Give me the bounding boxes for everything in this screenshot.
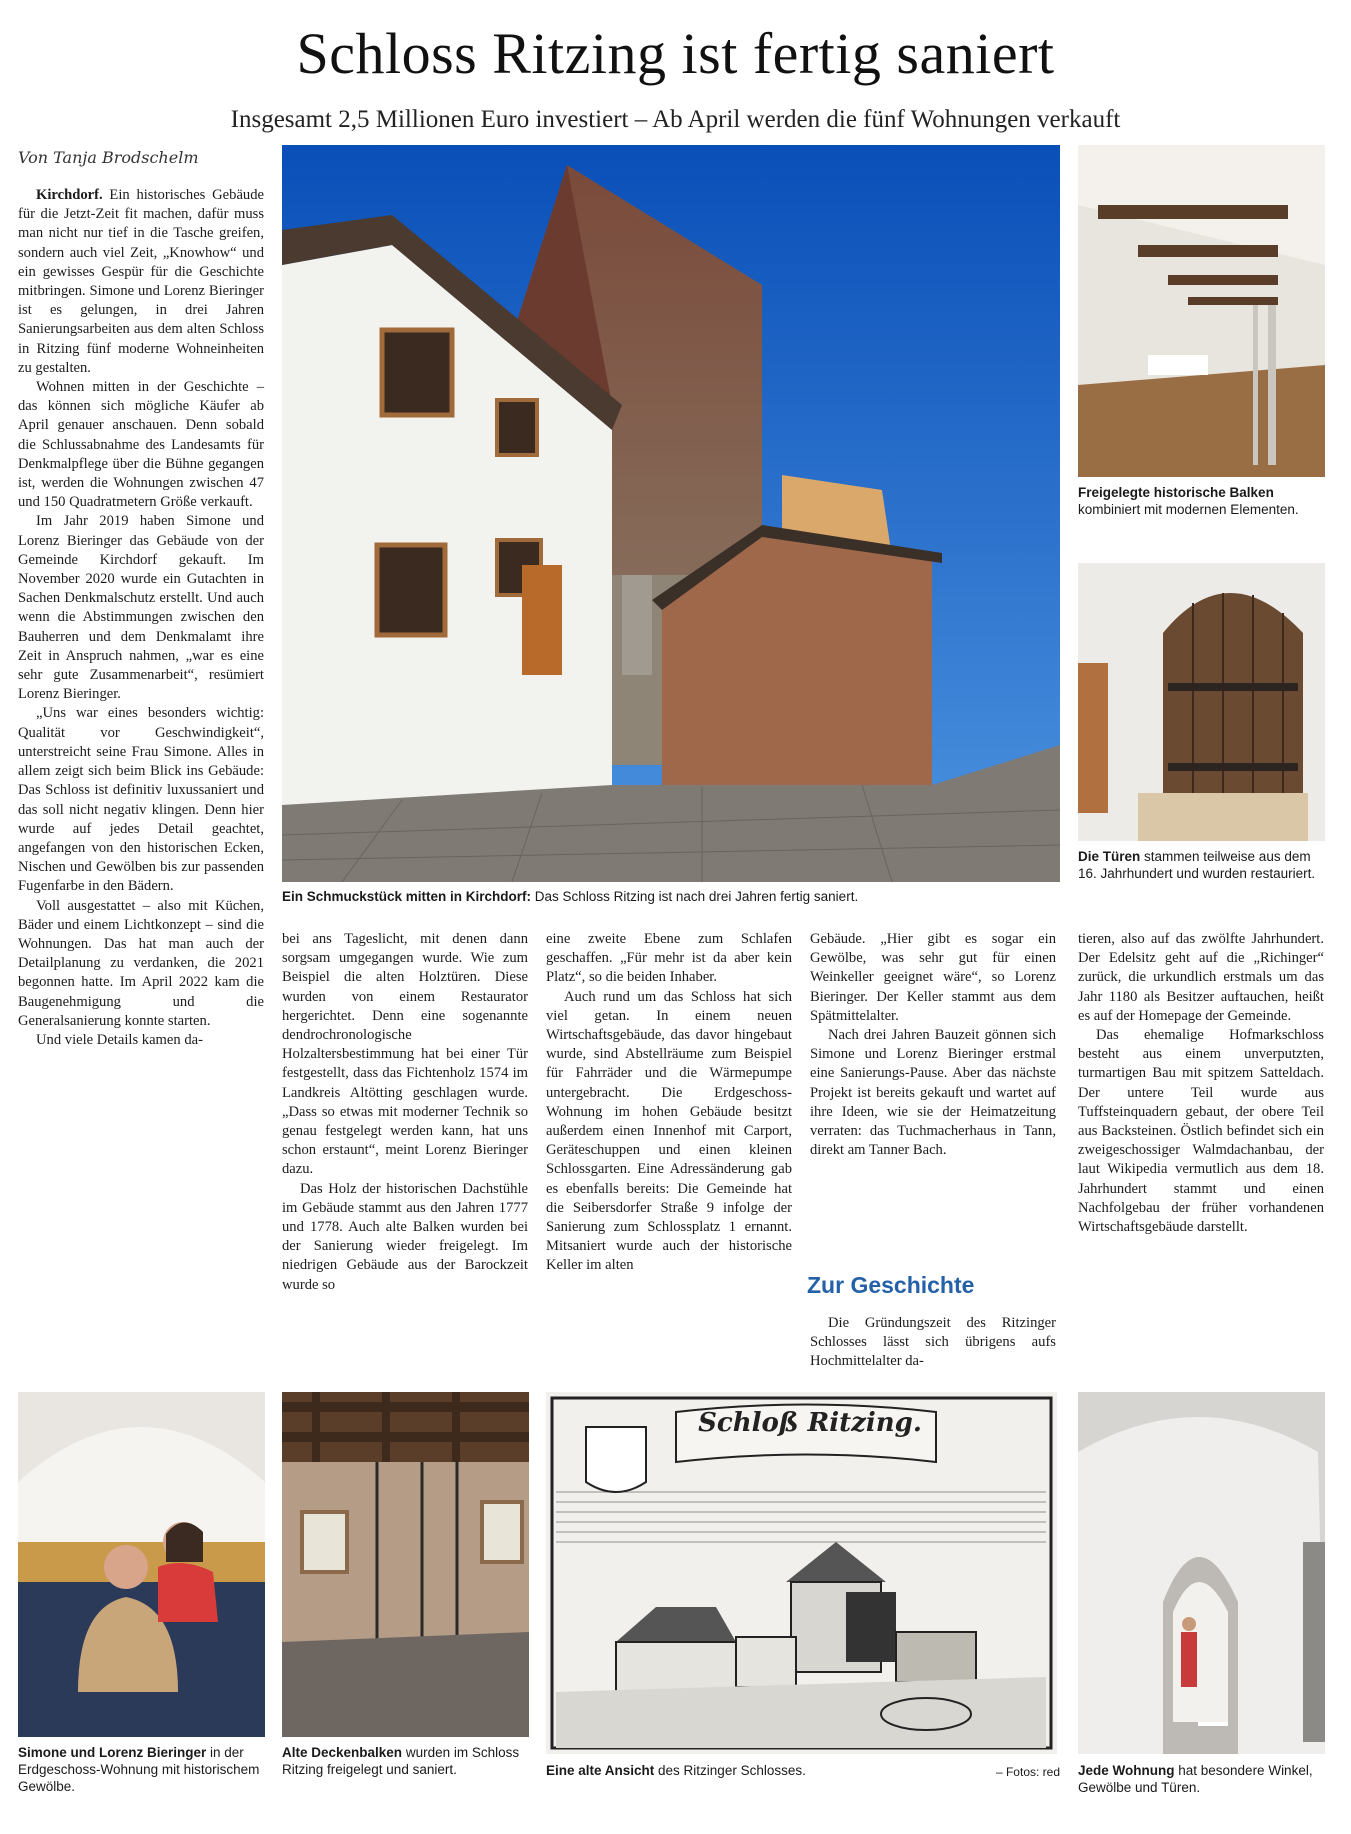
article-column-1 [18, 186, 264, 1050]
paragraph: tieren, also auf das zwölfte Jahrhundert. Der Edelsitz geht auf die „Richinger“ zurück, die urkundlich erstmals um das Jahr 1180 als Besitzer auftauchen, heißt es auf der Homepage der Gemeinde. [1078, 931, 1324, 1024]
paragraph: Und viele Details kamen da- [36, 1031, 203, 1048]
paragraph: Voll ausgestattet – also mit Küchen, Bäder und einem Lichtkonzept – sind die Wohnungen. Das hat man auch der Detailplanung zu verdanken, die 2021 begonnen hatte. Im April 2022 kam die Baugenehmigung und die Generalsanierung konnte starten. [18, 897, 264, 1029]
headline: Schloss Ritzing ist fertig saniert [296, 21, 1055, 86]
main-photo-castle [282, 145, 1060, 882]
caption-text: wurden im Schloss Ritzing freigelegt und saniert. [282, 1745, 520, 1777]
paragraph: Im Jahr 2019 haben Simone und Lorenz Bieringer das Gebäude von der Gemeinde Kirchdorf gekauft. Im November 2020 wurde ein Gutachten in Sachen Denkmalschutz erstellt. Und auch wenn die Abstimmungen zwischen den Bauherren und dem Denkmalamt ihre Zeit in Anspruch nahmen, „war es eine sehr gute Zusammenarbeit“, resümiert Lorenz Bieringer. [18, 513, 264, 703]
article-column-4 [810, 930, 1056, 1160]
caption-bold: Die Türen [1078, 849, 1141, 864]
caption-bold: Freigelegte historische Balken [1078, 485, 1274, 500]
paragraph: eine zweite Ebene zum Schlafen geschaffen. „Für mehr ist da aber kein Platz“, so die beiden Inhaber. [546, 931, 792, 986]
paragraph: „Uns war eines besonders wichtig: Qualität vor Geschwindigkeit“, unterstreicht seine Frau Simone. Alles in allem zeigt sich beim Blick ins Gebäude: Das Schloss ist definitiv luxussaniert und das soll nicht negativ klingen. Denn hier wurde auf jedes Detail geachtet, angefangen von den historischen Ecken, Nischen und Gewölben bis zur passenden Fugenfarbe in den Bädern. [18, 705, 264, 895]
caption-bold: Ein Schmuckstück mitten in Kirchdorf: [282, 889, 532, 904]
paragraph: Das Holz der historischen Dachstühle im Gebäude stammt aus den Jahren 1777 und 1778. Auch alte Balken wurden bei der Sanierung wieder freigelegt. Im niedrigen Gebäude aus der Barockzeit wurde so [282, 1180, 528, 1293]
photo-historic-door [1078, 563, 1325, 841]
photo-apartment-arch [1078, 1392, 1325, 1754]
caption-bold: Alte Deckenbalken [282, 1745, 403, 1760]
caption-beams [1078, 484, 1328, 518]
article-column-3 [546, 930, 792, 1276]
engraving-title: Schloß Ritzing. [698, 1408, 922, 1438]
paragraph: Auch rund um das Schloss hat sich viel getan. In einem neuen Wirtschaftsgebäude, das davor hingebaut wurde, sind Abstellräume zum Beispiel für Fahrräder und die Wärmepumpe untergebracht. Die Erdgeschoss-Wohnung im hohen Gebäude besitzt außerdem einen Innenhof mit Carport, Geräteschuppen und einen kleinen Schlossgarten. Eine Adressänderung gab es ebenfalls bereits: Die Gemeinde hat die Seibersdorfer Straße 9 infolge der Sanierung zum Schlossplatz 1 ernannt. Mitsaniert wurde auch der historische Keller im alten [546, 988, 792, 1274]
caption-bold: Jede Wohnung [1078, 1763, 1175, 1778]
caption-text: des Ritzinger Schlosses. [654, 1763, 806, 1778]
paragraph: Nach drei Jahren Bauzeit gönnen sich Simone und Lorenz Bieringer erstmal eine Sanierungs-Pause. Aber das nächste Projekt ist bereits gekauft und wartet auf ihre Ideen, wie sie der Heimatzeitung verraten: das Tuchmacherhaus in Tann, direkt am Tanner Bach. [810, 1027, 1056, 1159]
byline: Von Tanja Brodschelm [18, 148, 199, 167]
section-heading-history: Zur Geschichte [807, 1272, 975, 1298]
paragraph: Ein historisches Gebäude für die Jetzt-Zeit fit machen, dafür muss man nicht nur tief in die Tasche greifen, sondern auch viel Zeit, „Knowhow“ und ein gewisses Gespür für die Geschichte mitbringen. Simone und Lorenz Bieringer ist es gelungen, in drei Jahren Sanierungsarbeiten aus dem alten Schloss in Ritzing fünf moderne Wohneinheiten zu gestalten. [18, 187, 264, 376]
article-column-4-continued [810, 1314, 1056, 1372]
dateline: Kirchdorf. [36, 187, 103, 203]
caption-couple [18, 1744, 268, 1795]
caption-text: hat besondere Winkel, Gewölbe und Türen. [1078, 1763, 1313, 1795]
photo-old-engraving [546, 1392, 1057, 1754]
photo-ceiling-beams [282, 1392, 529, 1737]
caption-doors [1078, 848, 1328, 882]
photo-historic-beams [1078, 145, 1325, 477]
caption-old-view [546, 1762, 926, 1779]
paragraph: Gebäude. „Hier gibt es sogar ein Gewölbe, was sehr gut für einen Weinkeller geeignet wäre“, so Lorenz Bieringer. Der Keller stammt aus dem Spätmittelalter. [810, 931, 1056, 1024]
photo-couple [18, 1392, 265, 1737]
photo-credit: – Fotos: red [995, 1765, 1060, 1779]
subheadline: Insgesamt 2,5 Millionen Euro investiert – Ab April werden die fünf Wohnungen verkauft [230, 106, 1121, 133]
caption-bold: Eine alte Ansicht [546, 1763, 655, 1778]
paragraph: bei ans Tageslicht, mit denen dann sorgsam umgegangen wurde. Wie zum Beispiel die alten Holztüren. Diese wurden von einem Restaurator hergerichtet. Denn eine sogenannte dendrochronologische Holzaltersbestimmung hat bei einer Tür festgestellt, dass das Fichtenholz 1574 im Landkreis Altötting geschlagen wurde. „Dass so etwas mit moderner Technik so genau festgelegt werden kann, hat uns schon erstaunt“, meint Lorenz Bieringer dazu. [282, 931, 528, 1178]
article-column-5 [1078, 930, 1324, 1237]
paragraph: Die Gründungszeit des Ritzinger Schlosses lässt sich übrigens aufs Hochmittelalter da- [810, 1315, 1056, 1370]
caption-text: stammen teilweise aus dem 16. Jahrhundert und wurden restauriert. [1078, 849, 1316, 881]
caption-bold: Simone und Lorenz Bieringer [18, 1745, 207, 1760]
paragraph: Das ehemalige Hofmarkschloss besteht aus einem unverputzten, turmartigen Bau mit spitzem Satteldach. Der untere Teil wurde aus Tuffsteinquadern gebaut, der obere Teil aus Backsteinen. Östlich befindet sich ein zweigeschossiger Walmdachanbau, der laut Wikipedia vermutlich aus dem 18. Jahrhundert stammt und einen Nachfolgebau der früher vorhandenen Wirtschaftsgebäude darstellt. [1078, 1027, 1324, 1236]
caption-apartment [1078, 1762, 1328, 1796]
caption-text: in der Erdgeschoss-Wohnung mit historischem Gewölbe. [18, 1745, 260, 1794]
caption-main-photo [282, 888, 1060, 905]
paragraph: Wohnen mitten in der Geschichte – das können sich mögliche Käufer ab April genauer anschauen. Denn sobald die Schlussabnahme des Landesamts für Denkmalpflege über die Bühne gegangen ist, werden die Wohnungen zwischen 47 und 150 Quadratmetern Größe verkauft. [18, 379, 264, 511]
caption-text: Das Schloss Ritzing ist nach drei Jahren fertig saniert. [531, 889, 859, 904]
article-column-2 [282, 930, 528, 1295]
caption-text: kombiniert mit modernen Elementen. [1078, 502, 1299, 517]
caption-ceiling [282, 1744, 532, 1778]
